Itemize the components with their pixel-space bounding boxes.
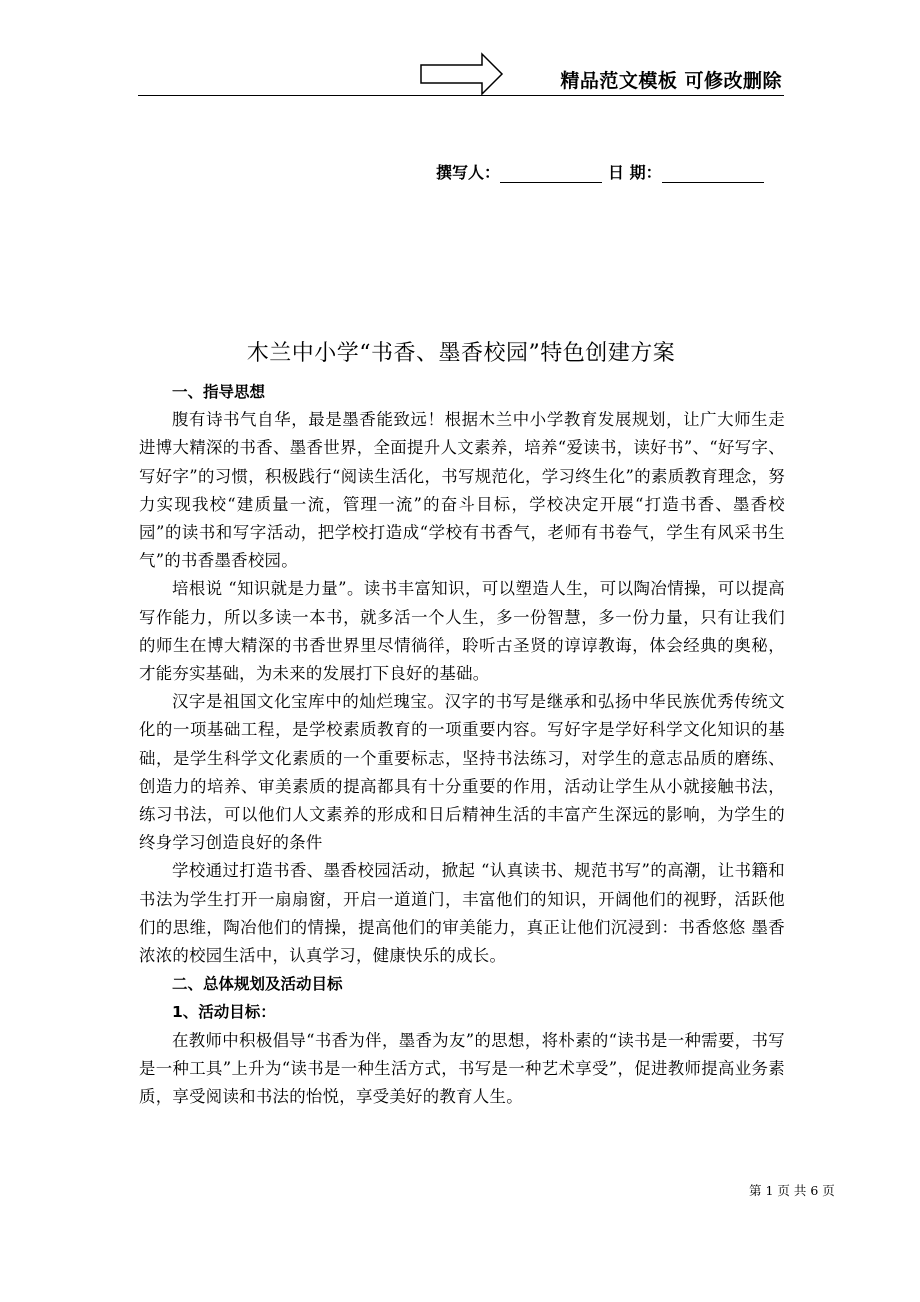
arrow-right-icon [420,52,504,96]
paragraph: 腹有诗书气自华，最是墨香能致远！根据木兰中小学教育发展规划，让广大师生走进博大精深的书香、墨香世界，全面提升人文素养，培养“爱读书，读好书”、“好写字、写好字”的习惯，积极践行“阅读生活化，书写规范化，学习终生化”的素质教育理念，努力实现我校“建质量一流，管理一流”的奋斗目标，学校决定开展“打造书香、墨香校园”的读书和写字活动，把学校打造成“学校有书香气，老师有书卷气，学生有风采书生气”的书香墨香校园。 [139,410,785,571]
header-title: 精品范文模板 可修改删除 [560,70,782,92]
page-number: 第 1 页 共 6 页 [749,1183,835,1198]
subsection-heading-activity-goals: 1、活动目标： [172,1003,276,1022]
paragraph: 学校通过打造书香、墨香校园活动，掀起 “认真读书、规范书写”的高潮，让书籍和书法为学生打开一扇扇窗，开启一道道门，丰富他们的知识，开阔他们的视野，活跃他们的思维，陶冶他们的情操，提高他们的审美能力，真正让他们沉浸到：书香悠悠 墨香浓浓的校园生活中，认真学习，健康快乐的成长。 [139,861,785,966]
header-rule [138,95,784,96]
paragraph: 培根说 “知识就是力量”。读书丰富知识，可以塑造人生，可以陶冶情操，可以提高写作能力，所以多读一本书，就多活一个人生，多一份智慧，多一份力量，只有让我们的师生在博大精深的书香世界里尽情徜徉，聆听古圣贤的谆谆教诲，体会经典的奥秘，才能夯实基础，为未来的发展打下良好的基础。 [139,579,785,684]
document-title: 木兰中小学“书香、墨香校园”特色创建方案 [246,341,676,366]
date-blank [662,162,764,183]
date-label: 日 期： [608,163,662,182]
document-body [139,378,785,1111]
meta-line [436,160,764,183]
paragraph: 汉字是祖国文化宝库中的灿烂瑰宝。汉字的书写是继承和弘扬中华民族优秀传统文化的一项基础工程，是学校素质教育的一项重要内容。写好字是学好科学文化知识的基础，是学生科学文化素质的一个重要标志，坚持书法练习，对学生的意志品质的磨练、创造力的培养、审美素质的提高都具有十分重要的作用，活动让学生从小就接触书法，练习书法，可以他们人文素养的形成和日后精神生活的丰富产生深远的影响，为学生的终身学习创造良好的条件 [139,692,785,853]
paragraph: 在教师中积极倡导“书香为伴，墨香为友”的思想，将朴素的“读书是一种需要，书写是一种工具”上升为“读书是一种生活方式，书写是一种艺术享受”，促进教师提高业务素质，享受阅读和书法的怡悦，享受美好的教育人生。 [139,1030,785,1107]
section-heading-guiding-thought: 一、指导思想 [172,383,266,401]
author-label: 撰写人： [436,163,501,182]
author-blank [500,162,602,183]
section-heading-overall-plan: 二、总体规划及活动目标 [172,975,343,994]
header-banner [138,50,784,98]
